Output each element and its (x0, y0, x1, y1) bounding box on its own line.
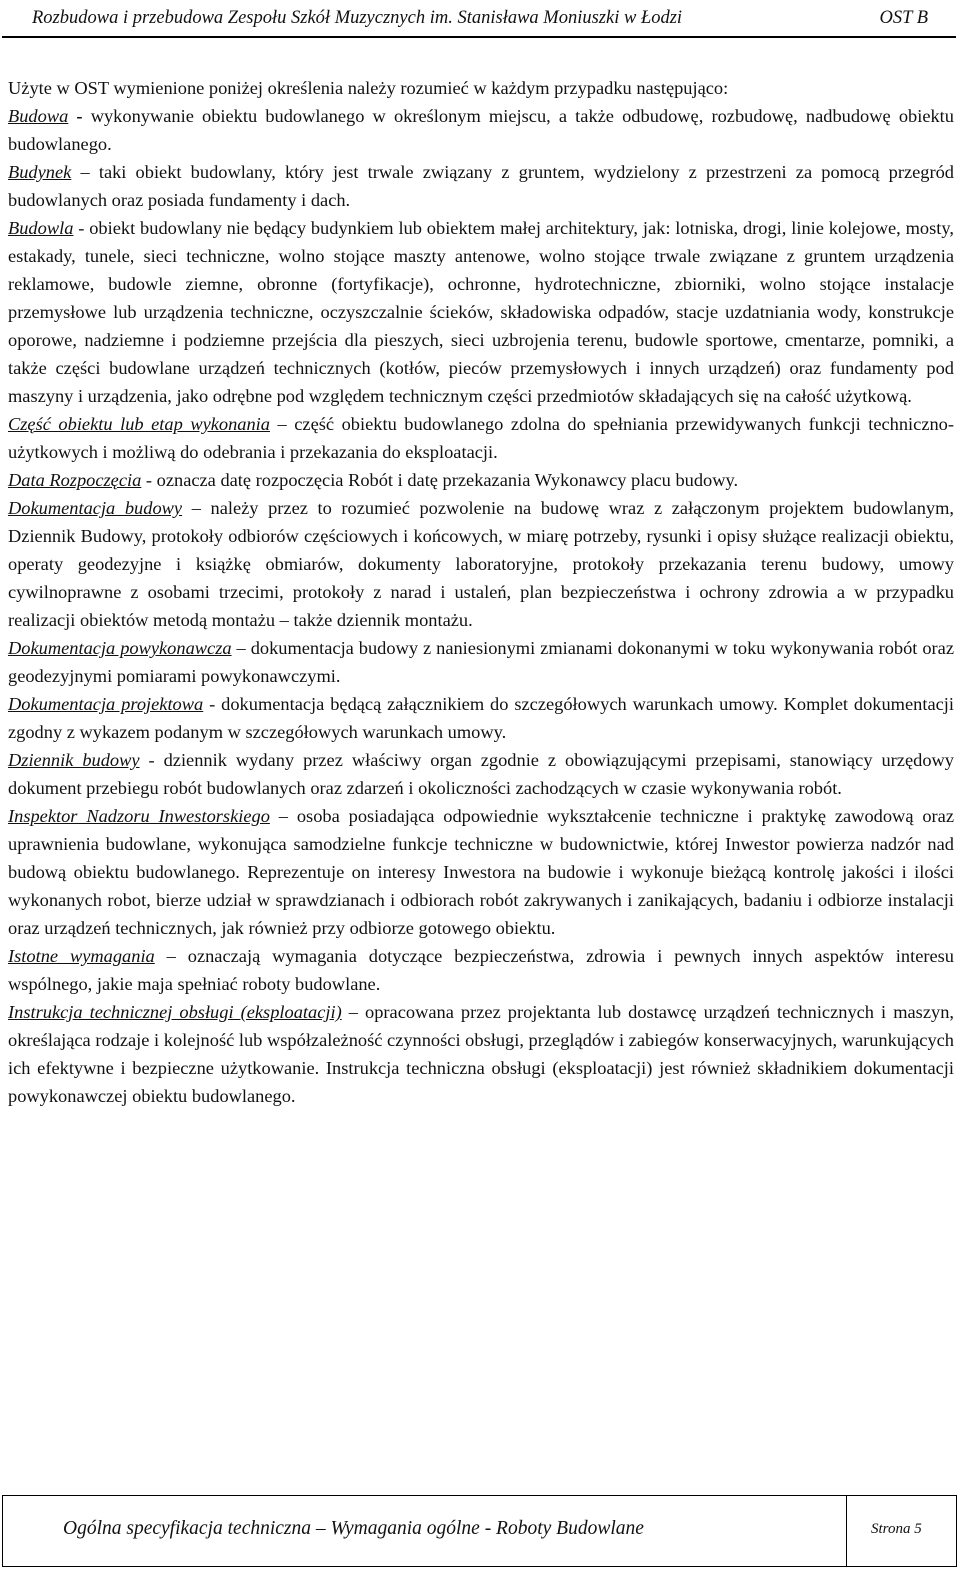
definition-term: Budowa (8, 106, 69, 126)
definition-budowla (8, 214, 954, 410)
definition-term: Data Rozpoczęcia (8, 470, 142, 490)
definition-text: część obiektu budowlanego zdolna do spełniania przewidywanych funkcji techniczno-użytkowych i możliwą do odebrania i przekazania do eksploatacji. (8, 414, 955, 462)
definition-separator: - (203, 694, 222, 714)
definition-separator: - (139, 750, 164, 770)
definition-czesc-obiektu (8, 410, 954, 466)
header-code: OST B (879, 8, 928, 28)
definition-separator: – (269, 806, 297, 826)
footer-title: Ogólna specyfikacja techniczna – Wymagania ogólne - Roboty Budowlane (63, 1518, 644, 1539)
definition-text: oznaczają wymagania dotyczące bezpieczeństwa, zdrowia i pewnych innych aspektów interesu wspólnego, jakie maja spełniać roboty budowlane. (8, 946, 955, 994)
definition-instrukcja-obslugi (8, 998, 954, 1110)
definition-text: opracowana przez projektanta lub dostawcę urządzeń technicznych i maszyn, określająca rodzaje i kolejność lub współzależność czynności obsługi, przeglądów i zabiegów konserwacyjnych, warunkujących ich efektywne i bezpieczne użytkowanie. Instrukcja techniczna obsługi (eksploatacji) jest również składnikiem dokumentacji powykonawczej obiektu budowlanego. (8, 1002, 954, 1106)
definition-term: Istotne wymagania (8, 946, 155, 966)
definition-term: Dziennik budowy (8, 750, 140, 770)
definition-term: Część obiektu lub etap wykonania (8, 414, 270, 434)
definition-separator: – (270, 414, 295, 434)
definition-budynek (8, 158, 954, 214)
definition-term: Instrukcja technicznej obsługi (eksploatacji) (8, 1002, 342, 1022)
definition-text: dziennik wydany przez właściwy organ zgodnie z obowiązującymi przepisami, stanowiący urzędowy dokument przebiegu robót budowlanych oraz zdarzeń i okoliczności zachodzących w czasie wykonywania robót. (8, 750, 954, 798)
intro-paragraph: Użyte w OST wymienione poniżej określenia należy rozumieć w każdym przypadku następująco: (8, 78, 729, 98)
definition-separator: – (341, 1002, 366, 1022)
definition-text: obiekt budowlany nie będący budynkiem lub obiektem małej architektury, jak: lotniska, drogi, linie kolejowe, mosty, estakady, tunele, sieci techniczne, wolno stojące maszty antenowe, wolno stojące trwale związane z gruntem urządzenia reklamowe, budowle ziemne, obronne (fortyfikacje), ochronne, hydrotechniczne, zbiorniki, wolno stojące instalacje przemysłowe lub urządzenia techniczne, oczyszczalnie ścieków, składowiska odpadów, stacje uzdatniania wody, konstrukcje oporowe, nadziemne i podziemne przejścia dla pieszych, sieci uzbrojenia terenu, budowle sportowe, cmentarze, pomniki, a także części budowlane urządzeń technicznych (kotłów, pieców przemysłowych i innych urządzeń) oraz fundamenty pod maszyny i urządzenia, jako odrębne pod względem technicznym części przedmiotów składających się na całość użytkową. (8, 218, 954, 406)
definition-separator: – (154, 946, 188, 966)
definition-text: dokumentacja budowy z naniesionymi zmianami dokonanymi w toku wykonywania robót oraz geodezyjnymi pomiarami powykonawczymi. (8, 638, 954, 686)
definition-term: Dokumentacja budowy (8, 498, 183, 518)
header-title: Rozbudowa i przebudowa Zespołu Szkół Muzycznych im. Stanisława Moniuszki w Łodzi (32, 8, 683, 28)
definition-term: Dokumentacja projektowa (8, 694, 204, 714)
definition-term: Budowla (8, 218, 74, 238)
definition-term: Inspektor Nadzoru Inwestorskiego (8, 806, 270, 826)
definition-separator: - (73, 218, 90, 238)
page-number: Strona 5 (871, 1521, 922, 1537)
definition-budowa (8, 102, 954, 158)
definition-text: taki obiekt budowlany, który jest trwale związany z gruntem, wydzielony z przestrzeni za pomocą przegród budowlanych oraz posiada fundamenty i dach. (8, 162, 955, 210)
definition-separator: - (68, 106, 91, 126)
definition-separator: – (182, 498, 211, 518)
definition-dziennik-budowy (8, 746, 954, 802)
definition-text: dokumentacja będącą załącznikiem do szczegółowych warunkach umowy. Komplet dokumentacji zgodny z wykazem podanym w szczegółowych warunkach umowy. (8, 694, 954, 742)
definition-separator: – (71, 162, 99, 182)
definition-text: należy przez to rozumieć pozwolenie na budowę wraz z załączonym projektem budowlanym, Dziennik Budowy, protokoły odbiorów częściowych i końcowych, w miarę potrzeby, rysunki i opisy służące realizacji obiektu, operaty geodezyjne i książkę obmiarów, dokumenty laboratoryjne, protokoły przekazania terenu budowy, umowy cywilnoprawne z osobami trzecimi, protokoły z narad i ustaleń, plan bezpieczeństwa i ochrony zdrowia a w przypadku realizacji obiektów metodą montażu – także dziennik montażu. (8, 498, 954, 630)
definition-text: wykonywanie obiektu budowlanego w określonym miejscu, a także odbudowę, rozbudowę, nadbudowę obiektu budowlanego. (8, 106, 954, 154)
definition-separator: – (231, 638, 251, 658)
definition-dokumentacja-projektowa (8, 690, 954, 746)
definition-term: Dokumentacja powykonawcza (8, 638, 232, 658)
definition-separator: - (141, 470, 157, 490)
footer-divider (846, 1496, 847, 1566)
definition-text: oznacza datę rozpoczęcia Robót i datę przekazania Wykonawcy placu budowy. (156, 470, 739, 490)
definition-istotne-wymagania (8, 942, 954, 998)
definition-text: osoba posiadająca odpowiednie wykształcenie techniczne i praktykę zawodową oraz uprawnienia budowlane, wykonująca samodzielne funkcje techniczne w budownictwie, której Inwestor powierza nadzór nad budową obiektu budowlanego. Reprezentuje on interesy Inwestora na budowie i wykonuje bieżącą kontrolę jakości i ilości wykonanych robot, bierze udział w sprawdzianach i odbiorach robót zakrywanych i zanikających, badaniu i odbiorze instalacji oraz urządzeń technicznych, jak również przy odbiorze gotowego obiektu. (8, 806, 954, 938)
definition-dokumentacja-powykonawcza (8, 634, 954, 690)
document-body (8, 74, 954, 1110)
page-header (2, 0, 956, 38)
definition-dokumentacja-budowy (8, 494, 954, 634)
definition-inspektor-nadzoru (8, 802, 954, 942)
definition-term: Budynek (8, 162, 72, 182)
definition-data-rozpoczecia (8, 466, 954, 494)
page-footer (2, 1495, 957, 1567)
